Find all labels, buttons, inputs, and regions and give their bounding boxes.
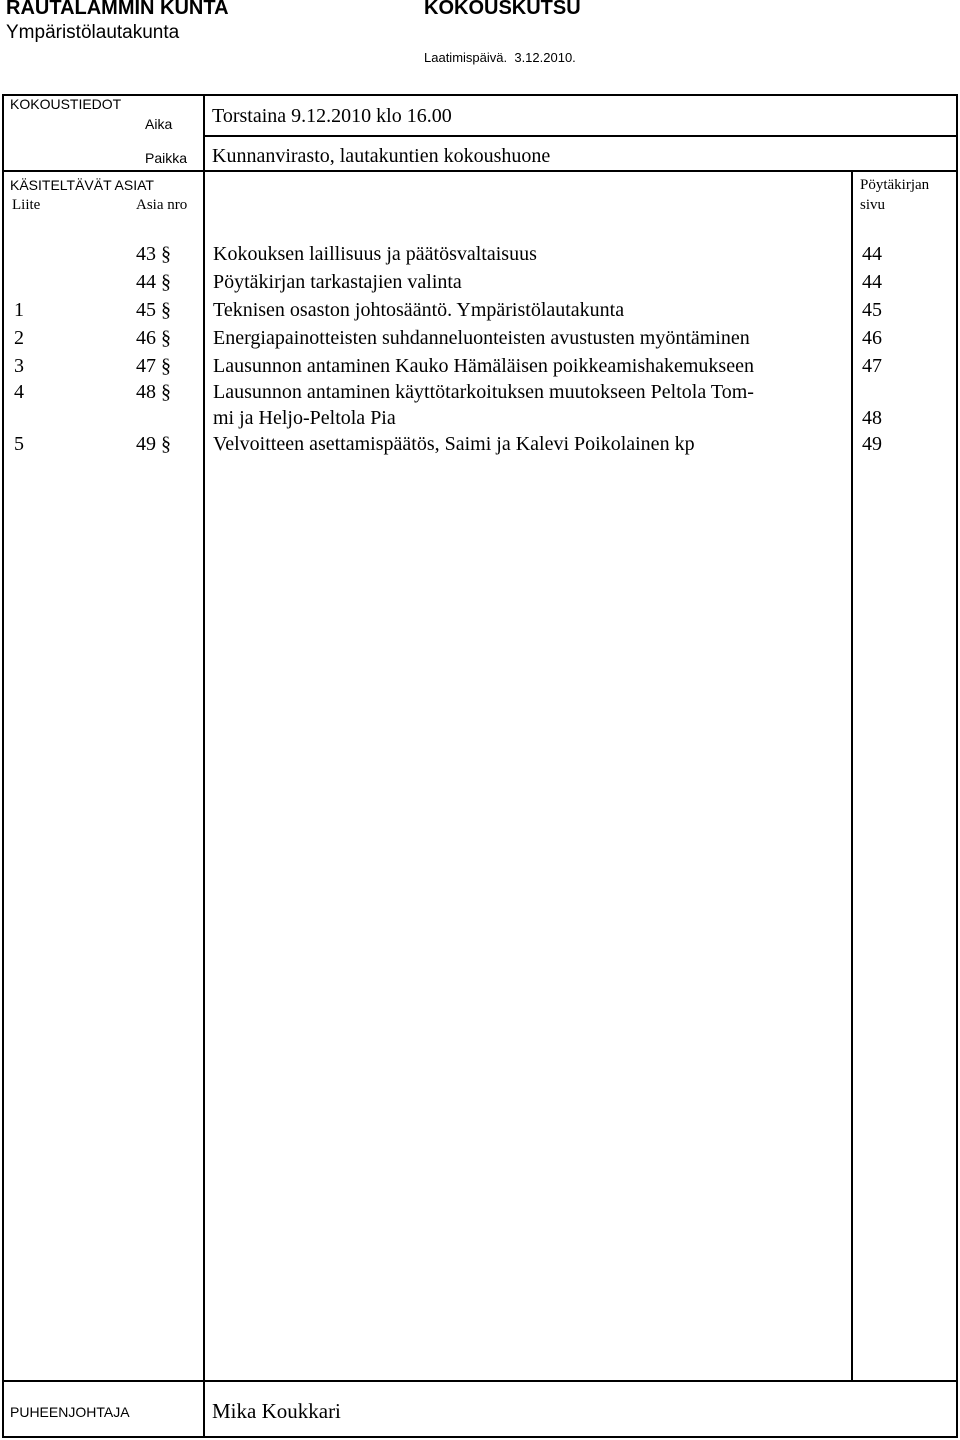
date-label: Laatimispäivä.	[424, 50, 508, 65]
document-type: KOKOUSKUTSU	[424, 0, 581, 19]
item-number: 45	[136, 299, 156, 321]
item-number: 44	[136, 271, 156, 293]
item-attachment: 3	[14, 355, 24, 377]
column-divider-right	[851, 170, 853, 1380]
frame-top	[2, 94, 958, 96]
time-row-divider	[203, 135, 956, 137]
item-number: 43	[136, 243, 156, 265]
item-page: 44	[862, 243, 882, 265]
footer-divider	[2, 1380, 958, 1382]
item-title: Lausunnon antaminen Kauko Hämäläisen poikkeamishakemukseen	[213, 355, 754, 377]
item-title: Energiapainotteisten suhdanneluonteisten avustusten myöntäminen	[213, 327, 750, 349]
section-symbol: §	[161, 355, 171, 377]
item-title: Teknisen osaston johtosääntö. Ympäristölautakunta	[213, 299, 625, 321]
item-number: 46	[136, 327, 156, 349]
chair-name: Mika Koukkari	[212, 1399, 341, 1423]
frame-left	[2, 94, 4, 1438]
item-title-continuation: mi ja Heljo-Peltola Pia	[213, 407, 396, 429]
item-number: 47	[136, 355, 156, 377]
minutes-page-header-line2: sivu	[860, 197, 886, 213]
item-number: 49	[136, 433, 156, 455]
item-page: 46	[862, 327, 882, 349]
meeting-info-divider	[2, 170, 958, 172]
item-page: 48	[862, 407, 882, 429]
section-symbol: §	[161, 271, 171, 293]
board-name: Ympäristölautakunta	[6, 22, 180, 43]
agenda-section-label: KÄSITELTÄVÄT ASIAT	[10, 177, 154, 193]
organization-name: RAUTALAMMIN KUNTA	[6, 0, 229, 19]
item-attachment: 4	[14, 381, 24, 403]
place-label: Paikka	[145, 150, 188, 166]
item-attachment: 1	[14, 299, 24, 321]
item-attachment: 5	[14, 433, 24, 455]
time-label: Aika	[145, 116, 173, 132]
section-symbol: §	[161, 243, 171, 265]
section-symbol: §	[161, 299, 171, 321]
item-number: 48	[136, 381, 156, 403]
item-page: 47	[862, 355, 882, 377]
preparation-date	[424, 50, 576, 65]
item-title: Pöytäkirjan tarkastajien valinta	[213, 271, 462, 293]
attachment-column-header: Liite	[12, 197, 41, 213]
item-title: Lausunnon antaminen käyttötarkoituksen muutokseen Peltola Tom-	[213, 381, 754, 403]
frame-bottom	[2, 1436, 958, 1438]
section-symbol: §	[161, 433, 171, 455]
frame-right	[956, 94, 958, 1438]
section-symbol: §	[161, 381, 171, 403]
meeting-info-label: KOKOUSTIEDOT	[10, 96, 122, 112]
column-divider-left	[203, 94, 205, 1438]
date-value: 3.12.2010.	[514, 50, 576, 65]
item-page: 45	[862, 299, 882, 321]
section-symbol: §	[161, 327, 171, 349]
minutes-page-header-line1: Pöytäkirjan	[860, 177, 930, 193]
item-page: 49	[862, 433, 882, 455]
place-value: Kunnanvirasto, lautakuntien kokoushuone	[212, 145, 551, 167]
item-title: Velvoitteen asettamispäätös, Saimi ja Kalevi Poikolainen kp	[213, 433, 695, 455]
item-attachment: 2	[14, 327, 24, 349]
item-page: 44	[862, 271, 882, 293]
time-value: Torstaina 9.12.2010 klo 16.00	[212, 105, 452, 127]
item-number-column-header: Asia nro	[136, 197, 188, 213]
chair-label: PUHEENJOHTAJA	[10, 1404, 130, 1420]
item-title: Kokouksen laillisuus ja päätösvaltaisuus	[213, 243, 537, 265]
